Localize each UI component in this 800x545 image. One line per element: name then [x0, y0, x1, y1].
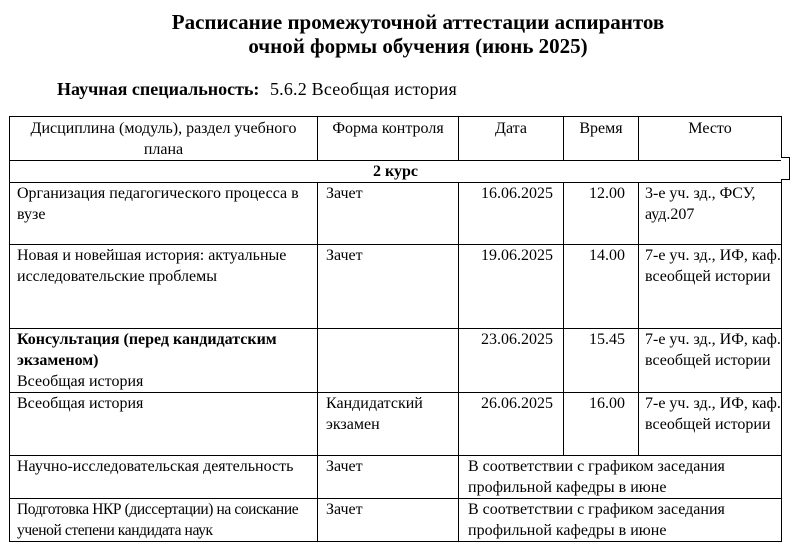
- specialty-label: Научная специальность:: [57, 79, 260, 99]
- table-header-row: [10, 117, 782, 161]
- cell-schedule-note: В соответствии с графиком заседания профильной кафедры в июне: [459, 456, 782, 499]
- table-row: [10, 393, 782, 456]
- course-label: 2 курс: [10, 161, 782, 183]
- cell-control-form: Зачет: [318, 183, 459, 245]
- cell-control-form: Кандидатский экзамен: [318, 393, 459, 456]
- cell-schedule-note: В соответствии с графиком заседания профильной кафедры в июне: [459, 499, 782, 542]
- cell-time: 16.00: [564, 393, 639, 456]
- header-time: Время: [564, 117, 639, 161]
- schedule-table: [9, 116, 782, 542]
- cell-discipline: Научно-исследовательская деятельность: [10, 456, 318, 499]
- table-row: [10, 329, 782, 393]
- header-control-form: Форма контроля: [318, 117, 459, 161]
- cell-date: 26.06.2025: [459, 393, 564, 456]
- cell-discipline: Всеобщая история: [10, 393, 318, 456]
- cell-place: 7-е уч. зд., ИФ, каф. всеобщей истории: [639, 393, 782, 456]
- cell-place: 3-е уч. зд., ФСУ, ауд.207: [639, 183, 782, 245]
- specialty-line: [57, 79, 457, 99]
- cell-place: 7-е уч. зд., ИФ, каф. всеобщей истории: [639, 245, 782, 329]
- cell-time: 15.45: [564, 329, 639, 393]
- consultation-subject: Всеобщая история: [17, 373, 144, 390]
- document-title: [0, 10, 800, 58]
- cell-control-form: Зачет: [318, 456, 459, 499]
- cell-date: 16.06.2025: [459, 183, 564, 245]
- header-date: Дата: [459, 117, 564, 161]
- cell-discipline: Организация педагогического процесса в вузе: [10, 183, 318, 245]
- cell-place: 7-е уч. зд., ИФ, каф. всеобщей истории: [639, 329, 782, 393]
- title-line-1: Расписание промежуточной аттестации аспирантов: [171, 10, 665, 34]
- table-row: [10, 183, 782, 245]
- course-row-extension: [781, 157, 790, 180]
- cell-discipline: Подготовка НКР (диссертации) на соискание ученой степени кандидата наук: [10, 499, 318, 542]
- cell-time: 14.00: [564, 245, 639, 329]
- course-row: [10, 161, 782, 183]
- cell-discipline: [10, 329, 318, 393]
- table-row: [10, 456, 782, 499]
- header-place: Место: [639, 117, 782, 161]
- cell-date: 19.06.2025: [459, 245, 564, 329]
- cell-control-form: Зачет: [318, 245, 459, 329]
- cell-discipline: Новая и новейшая история: актуальные исследовательские проблемы: [10, 245, 318, 329]
- header-discipline: Дисциплина (модуль), раздел учебного плана: [10, 117, 318, 161]
- table-row: [10, 499, 782, 542]
- table-row: [10, 245, 782, 329]
- cell-control-form: Зачет: [318, 499, 459, 542]
- specialty-value: 5.6.2 Всеобщая история: [269, 79, 457, 99]
- cell-control-form: [318, 329, 459, 393]
- title-line-2: очной формы обучения (июнь 2025): [248, 34, 588, 58]
- cell-date: 23.06.2025: [459, 329, 564, 393]
- cell-time: 12.00: [564, 183, 639, 245]
- consultation-label: Консультация (перед кандидатским экзаменом): [17, 331, 277, 369]
